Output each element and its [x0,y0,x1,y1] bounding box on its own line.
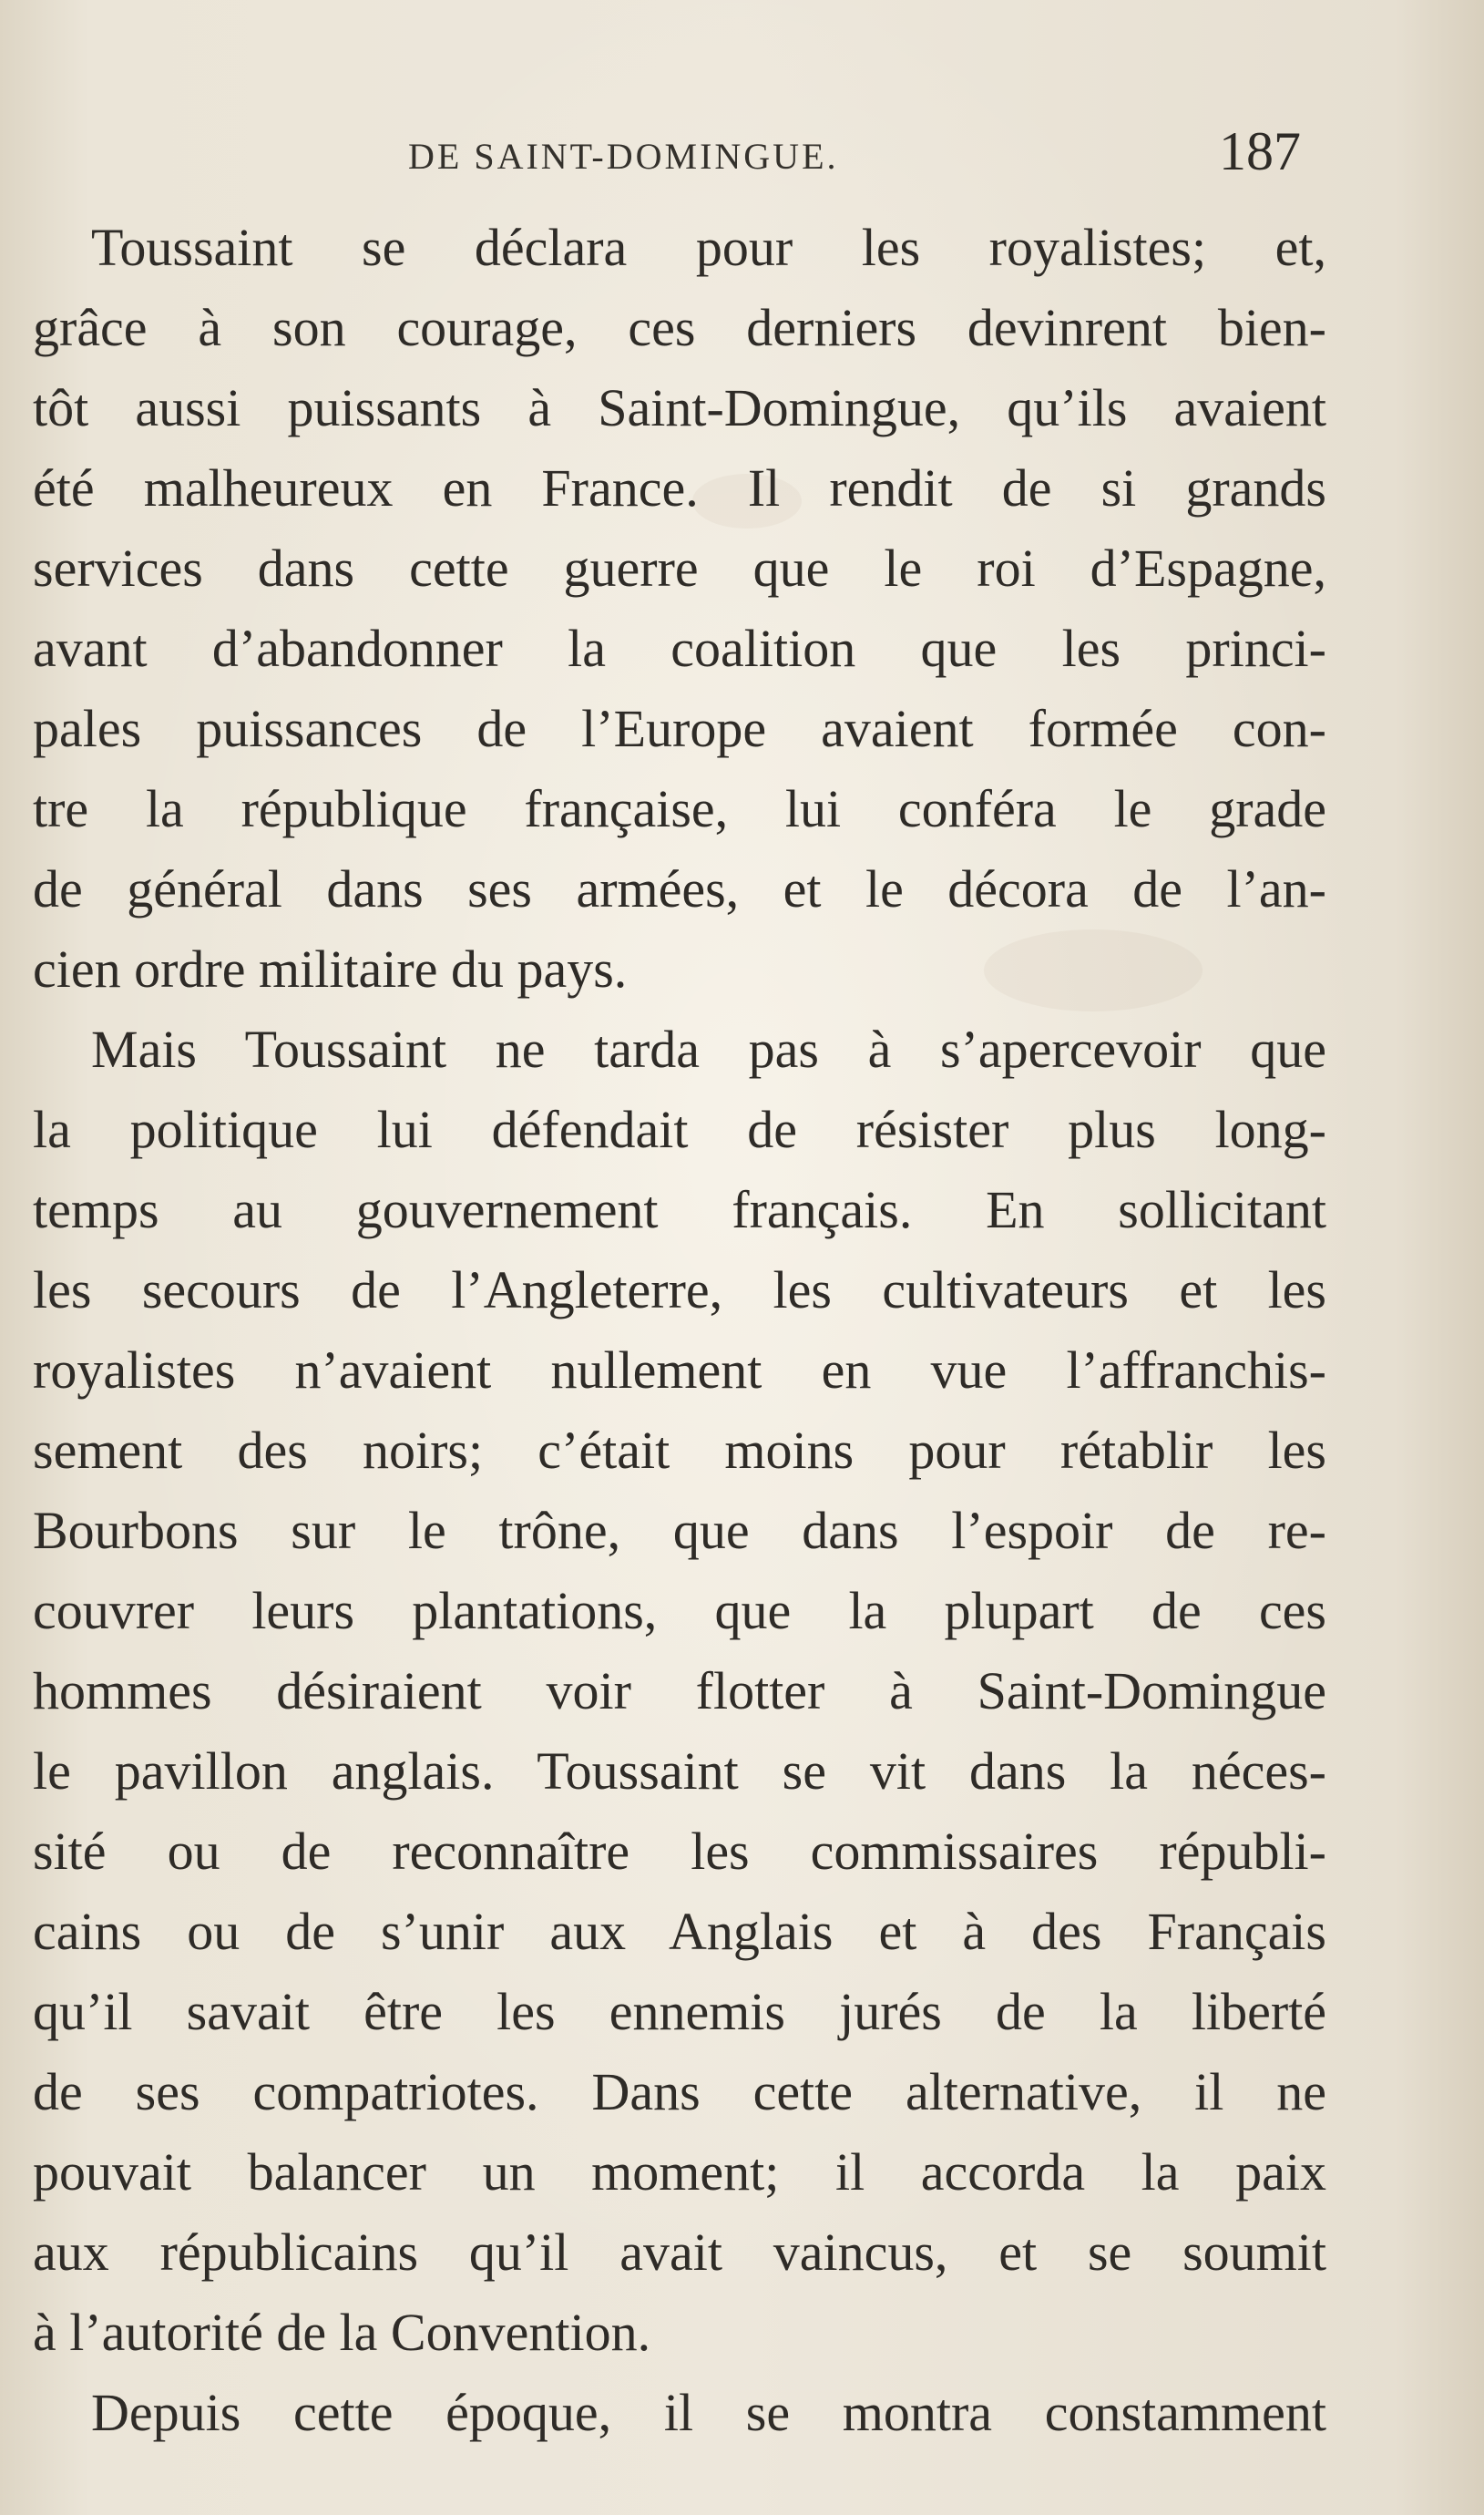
text-line: qu’il savait être les ennemis jurés de la liberté [33,1982,1326,2041]
page-number: 187 [1219,121,1301,181]
text-line: tre la république française, lui conféra le grade [33,779,1326,838]
text-line: de ses compatriotes. Dans cette alternative, il ne [33,2062,1326,2121]
running-head [0,117,1484,190]
text-line: à l’autorité de la Convention. [33,2303,651,2362]
text-line: royalistes n’avaient nullement en vue l’affranchis- [33,1340,1326,1400]
text-line: pouvait balancer un moment; il accorda la paix [33,2142,1326,2202]
text-line: Bourbons sur le trône, que dans l’espoir de re- [33,1501,1326,1560]
text-line: couvrer leurs plantations, que la plupart de ces [33,1581,1326,1640]
paragraph [33,2373,1326,2453]
text-line: cien ordre militaire du pays. [33,939,628,999]
text-line: grâce à son courage, ces derniers devinrent bien- [33,298,1326,357]
text-line: Toussaint se déclara pour les royalistes; et, [91,218,1326,277]
text-line: de général dans ses armées, et le décora de l’an- [33,859,1326,919]
text-line: pales puissances de l’Europe avaient formée con- [33,699,1326,758]
running-title: DE SAINT-DOMINGUE. [408,136,839,177]
paragraph [33,208,1326,1010]
text-line: tôt aussi puissants à Saint-Domingue, qu’ils avaient [33,378,1326,437]
text-line: temps au gouvernement français. En sollicitant [33,1180,1326,1239]
paragraph [33,1010,1326,2373]
text-line: sité ou de reconnaître les commissaires républi- [33,1822,1326,1881]
text-line: été malheureux en France. Il rendit de si grands [33,458,1326,518]
text-line: aux républicains qu’il avait vaincus, et se soumit [33,2222,1326,2282]
text-line: avant d’abandonner la coalition que les princi- [33,619,1326,678]
text-line: Mais Toussaint ne tarda pas à s’apercevoir que [91,1020,1326,1079]
body-text [33,208,1326,2453]
text-line: la politique lui défendait de résister plus long- [33,1100,1326,1159]
text-line: services dans cette guerre que le roi d’Espagne, [33,539,1326,598]
text-line: hommes désiraient voir flotter à Saint-Domingue [33,1661,1326,1720]
text-line: Depuis cette époque, il se montra constamment [91,2383,1326,2442]
text-line: les secours de l’Angleterre, les cultivateurs et les [33,1260,1326,1319]
text-line: cains ou de s’unir aux Anglais et à des Français [33,1902,1326,1961]
text-line: le pavillon anglais. Toussaint se vit dans la néces- [33,1741,1326,1801]
text-line: sement des noirs; c’était moins pour rétablir les [33,1421,1326,1480]
